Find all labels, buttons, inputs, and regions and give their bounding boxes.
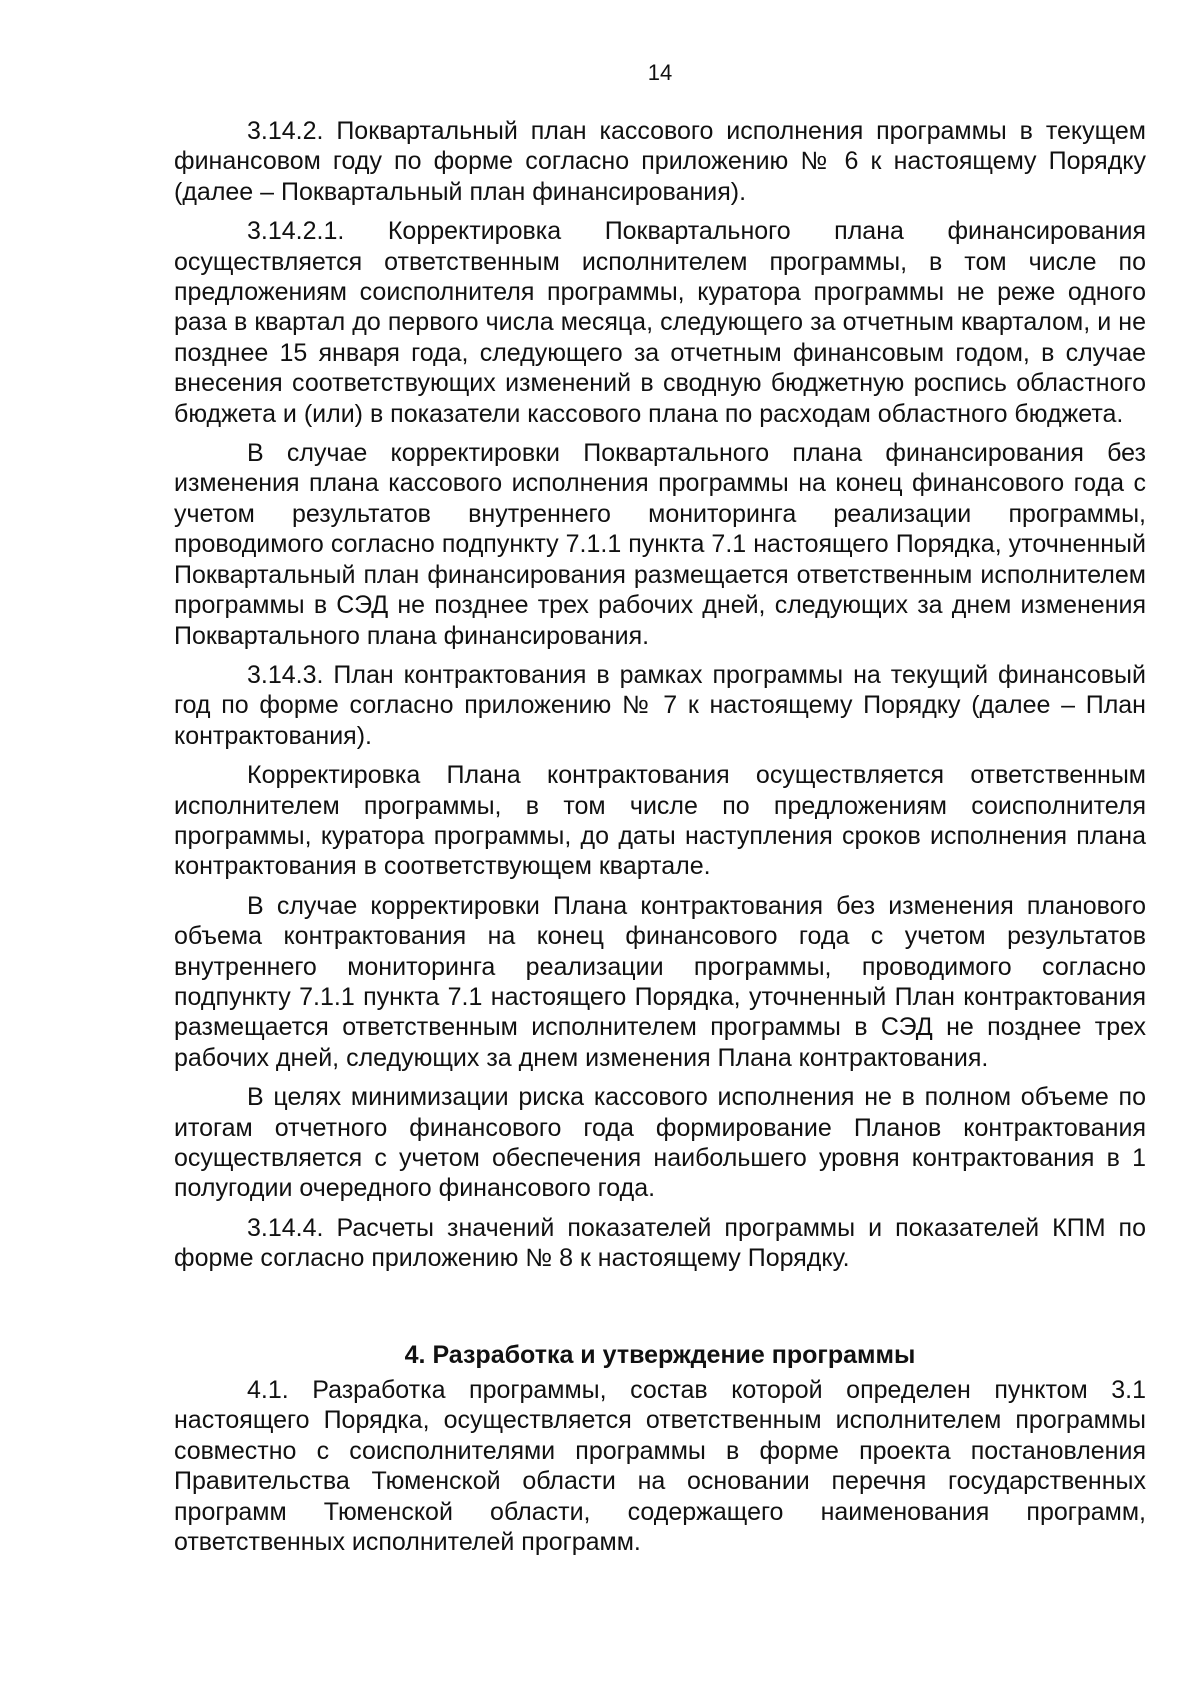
section-heading: 4. Разработка и утверждение программы <box>404 1340 916 1369</box>
paragraph-contract-plan-correction: Корректировка Плана контрактования осуществляется ответственным исполнителем программы, в том числе по предложениям соисполнителя программы, куратора программы, до даты наступления сроков исполнения плана контрактования в соответствующем квартале. <box>174 761 1146 881</box>
page-number: 14 <box>647 60 673 85</box>
paragraph-3-14-2: 3.14.2. Поквартальный план кассового исполнения программы в текущем финансовом году по форме согласно приложению № 6 к настоящему Порядку (далее – Поквартальный план финансирования). <box>174 117 1146 206</box>
paragraph-3-14-2-1: 3.14.2.1. Корректировка Поквартального плана финансирования осуществляется ответственным исполнителем программы, в том числе по предложениям соисполнителя программы, куратора программы не реже одного раза в квартал до первого числа месяца, следующего за отчетным кварталом, и не позднее 15 января года, следующего за отчетным финансовым годом, в случае внесения соответствующих изменений в сводную бюджетную роспись областного бюджета и (или) в показатели кассового плана по расходам областного бюджета. <box>174 217 1146 428</box>
paragraph-contract-plan-update: В случае корректировки Плана контрактования без изменения планового объема контрактования на конец финансового года с учетом результатов внутреннего мониторинга реализации программы, проводимого согласно подпункту 7.1.1 пункта 7.1 настоящего Порядка, уточненный План контрактования размещается ответственным исполнителем программы в СЭД не позднее трех рабочих дней, следующих за днем изменения Плана контрактования. <box>174 891 1146 1072</box>
paragraph-4-1: 4.1. Разработка программы, состав которой определен пунктом 3.1 настоящего Порядка, осуществляется ответственным исполнителем программы совместно с соисполнителями программы в форме проекта постановления Правительства Тюменской области на основании перечня государственных программ Тюменской области, содержащего наименования программ, ответственных исполнителей программ. <box>174 1376 1146 1557</box>
paragraph-3-14-3: 3.14.3. План контрактования в рамках программы на текущий финансовый год по форме согласно приложению № 7 к настоящему Порядку (далее – План контрактования). <box>174 660 1146 750</box>
paragraph-quarterly-plan-correction: В случае корректировки Поквартального плана финансирования без изменения плана кассового исполнения программы на конец финансового года с учетом результатов внутреннего мониторинга реализации программы, проводимого согласно подпункту 7.1.1 пункта 7.1 настоящего Порядка, уточненный Поквартальный план финансирования размещается ответственным исполнителем программы в СЭД не позднее трех рабочих дней, следующих за днем изменения Поквартального плана финансирования. <box>174 439 1146 650</box>
document-body <box>174 116 1146 1566</box>
paragraph-3-14-4: 3.14.4. Расчеты значений показателей программы и показателей КПМ по форме согласно приложению № 8 к настоящему Порядку. <box>174 1213 1146 1273</box>
paragraph-risk-minimization: В целях минимизации риска кассового исполнения не в полном объеме по итогам отчетного финансового года формирование Планов контрактования осуществляется с учетом обеспечения наибольшего уровня контрактования в 1 полугодии очередного финансового года. <box>174 1083 1146 1203</box>
